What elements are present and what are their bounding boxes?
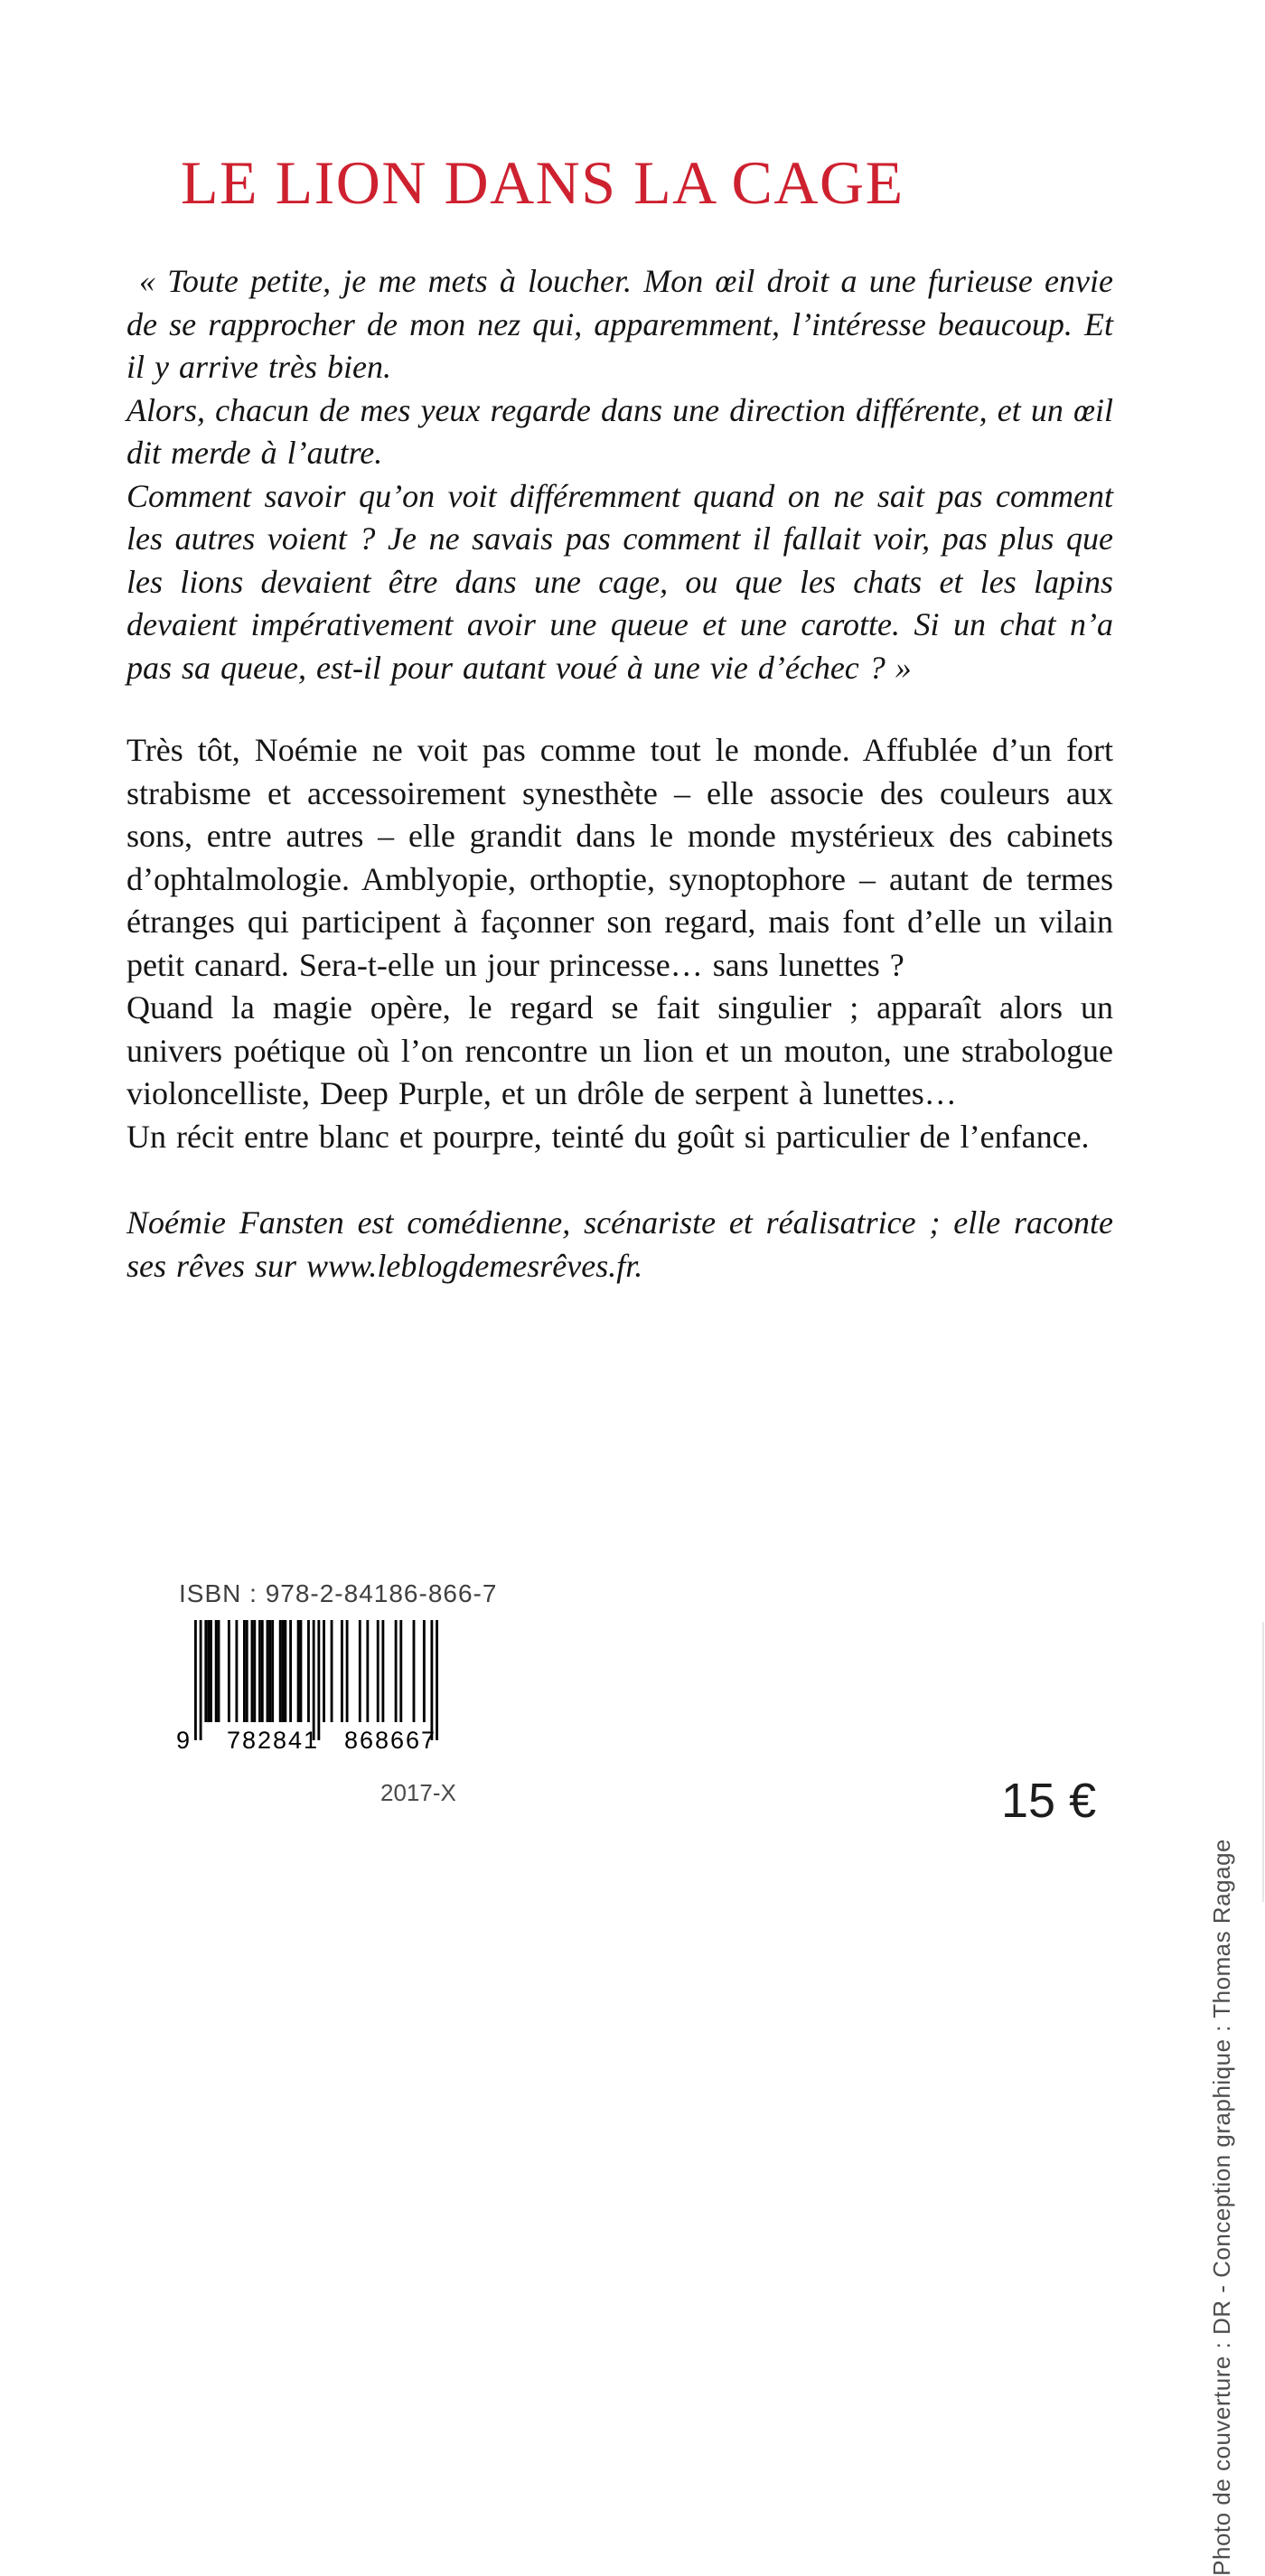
credits-vertical-text: Photo de couverture : DR - Conception graphique : Thomas Ragage — [1208, 1839, 1235, 2576]
book-title: LE LION DANS LA CAGE — [181, 148, 904, 217]
barcode-digits-group1: 782841 — [226, 1727, 320, 1754]
author-bio-text: Noémie Fansten est comédienne, scénariste et réalisatrice ; elle raconte ses rêves sur www.leblogdemesrêves.fr. — [126, 1204, 1113, 1284]
description-paragraph: Quand la magie opère, le regard se fait singulier ; apparaît alors un univers poétique où l’on rencontre un lion et un mouton, une strabologue violoncelliste, Deep Purple, et un drôle de serpent à lunettes… — [126, 989, 1113, 1111]
barcode-digits-group2: 868667 — [343, 1727, 437, 1754]
ean13-barcode — [176, 1620, 447, 1757]
page-edge-shadow — [1262, 1622, 1264, 1902]
quote-paragraph: Alors, chacun de mes yeux regarde dans une direction différente, et un œil dit merde à l’autre. — [126, 391, 1113, 471]
price-label: 15 € — [1001, 1774, 1097, 1828]
quote-block — [126, 260, 1113, 689]
barcode-bars — [194, 1620, 438, 1741]
description-paragraph: Très tôt, Noémie ne voit pas comme tout le monde. Affublée d’un fort strabisme et accessoirement synesthète – elle associe des couleurs aux sons, entre autres – elle grandit dans le monde mystérieux des cabinets d’ophtalmologie. Amblyopie, orthoptie, synoptophore – autant de termes étranges qui participent à façonner son regard, mais font d’elle un vilain petit canard. Sera-t-elle un jour princesse… sans lunettes ? — [126, 732, 1113, 983]
quote-paragraph: « Toute petite, je me mets à loucher. Mon œil droit a une furieuse envie de se rapprocher de mon nez qui, apparemment, l’intéresse beaucoup. Et il y arrive très bien. — [126, 263, 1113, 385]
edition-code: 2017-X — [380, 1779, 456, 1806]
quote-paragraph: Comment savoir qu’on voit différemment quand on ne sait pas comment les autres voient ? Je ne savais pas comment il fallait voir, pas plus que les lions devaient être dans une cage, ou que les chats et les lapins devaient impérativement avoir une queue et une carotte. Si un chat n’a pas sa queue, est-il pour autant voué à une vie d’échec ? » — [126, 477, 1113, 686]
author-bio-block — [126, 1202, 1113, 1288]
description-paragraph: Un récit entre blanc et pourpre, teinté du goût si particulier de l’enfance. — [126, 1118, 1090, 1155]
isbn-label: ISBN : 978-2-84186-866-7 — [179, 1579, 498, 1607]
description-block — [126, 729, 1113, 1158]
barcode-digit-leading: 9 — [176, 1727, 191, 1754]
